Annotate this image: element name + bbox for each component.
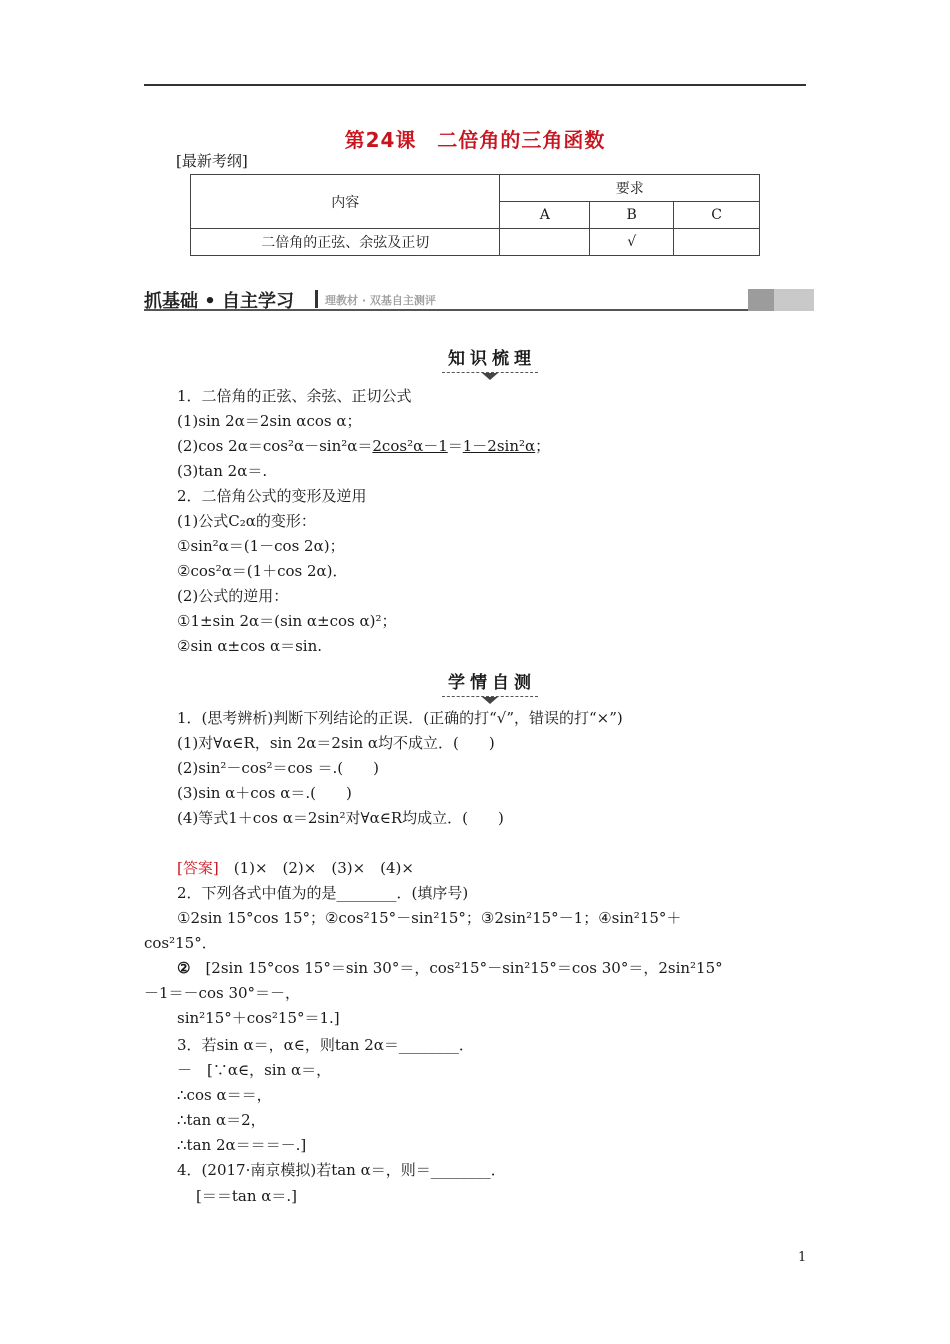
outline-tag: [最新考纲] [176,152,248,170]
band-divider [315,290,318,308]
q2-answer-mark: ② [177,959,191,977]
q3-answer-4: ∴tan 2α＝＝＝－.] [177,1136,307,1154]
band-title: 抓基础 • 自主学习 [144,291,295,312]
k-line-3-c: ＝ [447,437,463,455]
k-line-4: (3)tan 2α＝. [177,462,268,480]
heading-arrow-icon [482,697,498,704]
row-c [674,229,760,256]
q2-answer-3: sin²15°＋cos²15°＝1.] [177,1009,340,1027]
answer-tag: [答案] [177,859,219,877]
band-decor-light [774,289,814,311]
k-line-3-a: (2)cos 2α＝cos²α－sin²α＝ [177,437,373,455]
q3-answer-1: － [∵α∈，sin α＝， [177,1061,332,1079]
lesson-title: 第24课 二倍角的三角函数 [344,128,606,152]
self-test-title: 学情自测 [442,668,538,697]
k-line-8: ②cos²α＝(1＋cos 2α)． [177,562,348,580]
k-line-3-blank-2: 1－2sin²α [462,437,536,455]
k-line-2: (1)sin 2α＝2sin αcos α； [177,412,362,430]
k-line-11: ②sin α±cos α＝sin. [177,637,323,655]
k-line-3-blank-1: 2cos²α－1 [372,437,448,455]
heading-arrow-icon [482,373,498,380]
q2-options-1: ①2sin 15°cos 15°；②cos²15°－sin²15°；③2sin²15°－1；④sin²15°＋ [177,909,682,927]
k-line-7: ①sin²α＝(1－cos 2α)； [177,537,345,555]
q2-stem: 2．下列各式中值为的是________．(填序号) [177,884,469,902]
q4-answer: [＝＝tan α＝.] [196,1187,298,1205]
row-content: 二倍角的正弦、余弦及正切 [191,229,500,256]
band-subtitle: 理教材 · 双基自主测评 [325,294,436,307]
q1-item-3: (3)sin α＋cos α＝.( ) [177,784,352,802]
k-line-5: 2．二倍角公式的变形及逆用 [177,487,367,505]
knowledge-title: 知识梳理 [442,344,538,373]
header-requirements: 要求 [500,175,760,202]
q1-item-4: (4)等式1＋cos α＝2sin²对∀α∈R均成立．( ) [177,809,504,827]
header-c: C [674,202,760,229]
k-line-10: ①1±sin 2α＝(sin α±cos α)²； [177,612,397,630]
q1-stem: 1．(思考辨析)判断下列结论的正误．(正确的打“√”，错误的打“×”) [177,709,623,727]
q1-item-1: (1)对∀α∈R，sin 2α＝2sin α均不成立．( ) [177,734,495,752]
self-test-heading [0,668,950,704]
q2-answer-text: [2sin 15°cos 15°＝sin 30°＝，cos²15°－sin²15°＝cos 30°＝，2sin²15° [190,959,723,977]
band-decor-dark [748,289,774,311]
k-line-6: (1)公式C₂α的变形： [177,512,316,530]
q1-answer [177,858,414,878]
header-content: 内容 [191,175,500,229]
top-rule [144,84,806,86]
q3-stem: 3．若sin α＝，α∈，则tan 2α＝________． [177,1036,474,1054]
header-a: A [500,202,590,229]
k-line-3-e: ； [535,437,551,455]
q3-answer-2: ∴cos α＝＝， [177,1086,272,1104]
q1-item-2: (2)sin²－cos²＝cos ＝.( ) [177,759,379,777]
q2-answer-1 [177,958,723,978]
page-number: 1 [798,1250,807,1265]
q3-answer-3: ∴tan α＝2， [177,1111,266,1129]
q2-answer-2: －1＝－cos 30°＝－， [144,984,301,1002]
row-b: √ [590,229,674,256]
k-line-1: 1．二倍角的正弦、余弦、正切公式 [177,387,412,405]
header-b: B [590,202,674,229]
q2-options-2: cos²15°． [144,934,217,952]
requirements-table [190,174,760,256]
knowledge-heading [0,344,950,380]
row-a [500,229,590,256]
answer-text: (1)× (2)× (3)× (4)× [218,859,414,877]
k-line-9: (2)公式的逆用： [177,587,289,605]
k-line-3 [177,436,550,456]
q4-stem: 4．(2017·南京模拟)若tan α＝，则＝________． [177,1161,506,1179]
section-band [144,287,814,311]
